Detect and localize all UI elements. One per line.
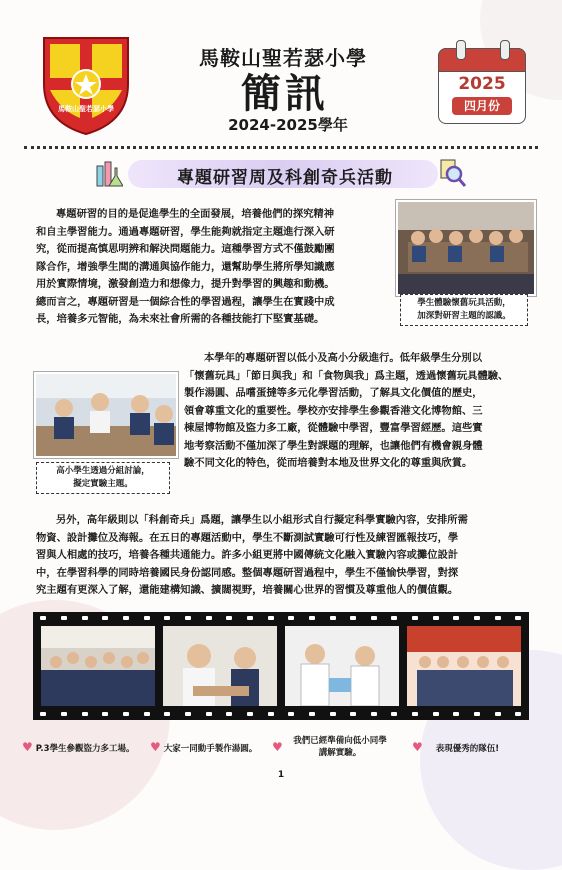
text-line: 和自主學習能力。通過專題研習，學生能夠就指定主題進行深入研: [36, 225, 335, 238]
text-line: 「懷舊玩具」「節日與我」和「食物與我」爲主題，透過懷舊玩具體驗、: [184, 369, 509, 382]
text-line: 棟屋博物館及盜力多工廠，從體驗中學習，豐富學習經歷。這些實: [184, 422, 483, 434]
text-line: 隊合作，增強學生間的溝通與協作能力，還幫助學生將所學知識應: [36, 260, 335, 273]
heart-icon: ♥: [272, 740, 283, 754]
text-line: 究主題有更深入了解，還能建構知識、擴闊視野，培養關心世界的習慣及尊重他人的價值觀。: [36, 584, 459, 596]
calendar-icon: [438, 40, 526, 122]
film-photo-tangyuan: [163, 626, 277, 706]
section-title: 專題研習周及科創奇兵活動: [177, 168, 393, 188]
film-perforations: [33, 710, 529, 718]
paragraph-upper-grades: [36, 512, 528, 600]
text-line: 領會尊重文化的重要性。學校亦安排學生參觀香港文化博物館、三: [184, 404, 483, 417]
text-line: 中，在學習科學的同時培養國民身份認同感。整個專題研習過程中，學生不僅愉快學習，對探: [36, 566, 459, 579]
caption-line: 講解實驗。: [318, 748, 362, 758]
page-number: 1: [277, 770, 285, 780]
text-line: 驗不同文化的特色，從而培養對本地及世界文化的尊重與欣賞。: [184, 457, 473, 469]
newsletter-title: 簡訊: [241, 71, 329, 117]
text-line: 專題研習的目的是促進學生的全面發展，培養他們的探究精神: [56, 208, 335, 220]
photo-caption: [400, 294, 528, 326]
film-perforations: [33, 614, 529, 622]
caption-line: 大家一同動手製作湯圓。: [163, 744, 258, 754]
caption-line: P.3學生參觀盜力多工場。: [35, 744, 135, 754]
caption-line: 我們已經準備向低小同學: [293, 736, 387, 746]
film-photo-museum-visit: [41, 626, 155, 706]
divider: [24, 146, 538, 149]
caption-line: 高小學生透過分組討論，: [56, 466, 150, 476]
magnifier-icon: [438, 158, 466, 188]
heart-icon: ♥: [150, 740, 161, 754]
badge-text: 馬鞍山聖若瑟小學: [58, 105, 114, 113]
photo-caption: [36, 462, 170, 494]
text-line: 習與人相處的技巧，培養各種共通能力。許多小組更將中國傳統文化融入實驗內容或攤位設計: [36, 549, 459, 561]
caption-line: 表現優秀的隊伍!: [435, 744, 500, 754]
text-line: 究，從而提高慎思明辨和解決問題能力。這種學習方式不僅鼓勵團: [36, 243, 335, 255]
school-badge-logo: [40, 34, 132, 136]
film-strip: [33, 612, 529, 720]
paragraph-lower-grades: [184, 350, 534, 473]
film-photo-experiment: [285, 626, 399, 706]
caption-line: 學生體驗懷舊玩具活動，: [417, 298, 511, 308]
text-line: 用於實際情境，激發創造力和想像力，提升對學習的興趣和動機。: [36, 278, 335, 290]
photo-nostalgic-toys: [396, 200, 536, 296]
heart-icon: ♥: [412, 740, 423, 754]
caption-line: 加深對研習主題的認識。: [417, 311, 511, 321]
text-line: 長，培養多元智能，為未來社會所需的各種技能打下堅實基礎。: [36, 313, 325, 325]
text-line: 本學年的專題研習以低小及高小分級進行。低年級學生分別以: [204, 352, 483, 364]
film-caption: [272, 734, 412, 758]
calendar-year: 2025: [458, 74, 506, 94]
text-line: 地考察活動不僅加深了學生對課題的理解，也讓他們有機會親身體: [184, 439, 483, 452]
heart-icon: ♥: [22, 740, 33, 754]
caption-line: 擬定實驗主題。: [73, 479, 133, 489]
text-line: 總而言之，專題研習是一個綜合性的學習過程，讓學生在實踐中成: [36, 295, 335, 308]
film-photo-winning-team: [407, 626, 521, 706]
film-caption: [150, 740, 280, 754]
school-name: 馬鞍山聖若瑟小學: [199, 46, 367, 70]
text-line: 另外，高年級則以「科創奇兵」爲題，讓學生以小組形式自行擬定科學實驗內容，安排所需: [56, 514, 468, 526]
film-caption: [22, 740, 152, 754]
school-year: 2024-2025學年: [228, 116, 348, 134]
film-caption: [412, 740, 532, 754]
calendar-month: 四月份: [452, 97, 512, 115]
text-line: 製作湯圓、品嚐蛋撻等多元化學習活動，了解具文化價值的歷史，: [184, 387, 483, 399]
lab-flask-icon: [95, 158, 123, 188]
photo-group-discussion: [34, 372, 178, 458]
paragraph-intro: [36, 206, 396, 329]
text-line: 物資、設計攤位及海報。在五日的專題活動中，學生不斷測試實驗可行性及練習匯報技巧，學: [36, 531, 459, 544]
